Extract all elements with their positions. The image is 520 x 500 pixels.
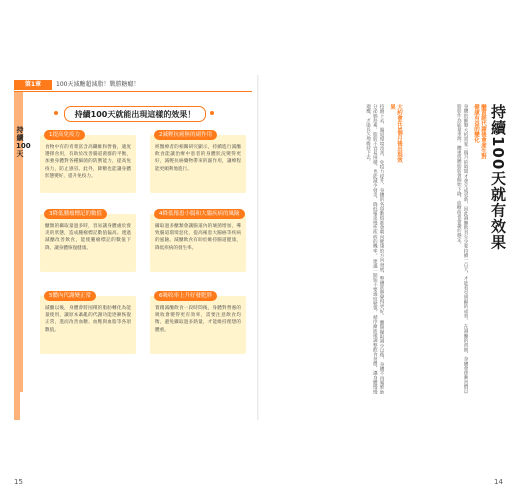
body-column-2 bbox=[278, 104, 384, 394]
subhead-1: 醣質經代謝後會產生對健康有益的變化 bbox=[473, 104, 486, 159]
body-paragraph: 持續下去，腸道環境改善、免疫力提升，身體的各項數值都會朝向健康的方向發展，整體狀態變得更好。 bbox=[379, 104, 384, 319]
effect-title: 2減輕抗癌無的副作用 bbox=[154, 130, 217, 140]
chapter-tab: 第1章 bbox=[14, 80, 52, 90]
header-rule bbox=[14, 91, 252, 92]
effect-card bbox=[150, 293, 246, 354]
body-paragraph: 建議一開始不要過度勉強，循序漸進地調整飲食習慣，讓身體慢慢適應，才能長久地維持下去。 bbox=[365, 104, 378, 394]
side-label: 持續100天 bbox=[16, 126, 31, 158]
effect-body: 食物中有的青菜富含高纖維和營養，適度選擇食用，有助於改善腸道菌群的平衡，加強身體對各種細菌的防禦能力，提高免疫力，防止感冒。此外，降糖也能讓身體狀態變好，提升免疫力。 bbox=[45, 145, 131, 179]
body-column-1 bbox=[400, 104, 468, 394]
effect-title: 1提高免疫力 bbox=[44, 130, 85, 140]
body-paragraph: 在減醣的初期，身體會逐漸習慣以脂肪作為能量來源，體重與體脂肪會開始下降，血糖值也會趨於穩定。 bbox=[456, 104, 468, 394]
effect-body: 攝取過多醣類會讓腸道內的壞菌增加，導致腸道環境惡化，提高罹患大腸癌等疾病的風險。減醣飲食有助於維持腸道健康，降低疾病的發生率。 bbox=[155, 224, 241, 251]
book-gutter bbox=[257, 75, 259, 420]
effect-card bbox=[40, 132, 136, 193]
page-number-left: 15 bbox=[14, 478, 23, 486]
effect-title: 5體內代謝變正常 bbox=[44, 291, 96, 301]
body-paragraph: 身體的細胞大約需要三個月的時間才會完成更新，因此減醣飲食至少要持續一百天，才能看見明顯的成效。 bbox=[463, 104, 468, 323]
effect-body: 實踐減醣飲食一段時間後，身體對營養的吸收會變得更有效率，需要注意飲食均衡，避免攝取過多熱量，才能維持理想的體重。 bbox=[155, 306, 241, 333]
effect-title: 3降低腫瘤標記的數值 bbox=[44, 209, 107, 219]
side-band-bottom bbox=[14, 392, 20, 420]
banner-dot-left bbox=[54, 111, 58, 115]
subhead-2: 大約會在3個月後出現效果 bbox=[389, 104, 402, 163]
effect-card bbox=[150, 211, 246, 272]
effects-banner: 持續100天就能出現這樣的效果！ bbox=[64, 106, 206, 122]
effect-card bbox=[40, 293, 136, 354]
page-title: 持續100天就有效果 bbox=[489, 104, 507, 251]
banner-dot-right bbox=[210, 111, 214, 115]
running-header: 100天減醣超減脂！戰勝糖癮！ bbox=[56, 81, 140, 88]
effect-title: 6吸收率上升好發肥胖 bbox=[154, 291, 217, 301]
body-paragraph: 醣類攝取減少以後，身體不再頻繁地分泌胰島素，脂肪不容易囤積，也能減少發炎，降低罹患慢性疾病的機率。 bbox=[372, 104, 384, 394]
page-number-right: 14 bbox=[494, 478, 503, 486]
effect-body: 減醣以後，身體會將囤積的脂肪轉化為能量使用，讓原本紊亂的代謝功能逐漸恢復正常，進而改善血糖、血壓與血脂等各項數值。 bbox=[45, 306, 131, 333]
effect-card bbox=[40, 211, 136, 272]
effect-body: 經醫療者的相關研究顯示，持續進行減醣飲食能讓治療中患者的身體狀況變得更好，減輕抗癌藥物帶來的副作用，讓療程能更順利地進行。 bbox=[155, 145, 241, 172]
effect-card bbox=[150, 132, 246, 193]
effect-title: 4降低罹患小腸和大腸疾病的風險 bbox=[154, 209, 245, 219]
effect-body: 醣類的攝取量過多時，容易讓身體處於發炎的狀態，造成腫瘤標記數值偏高。透過減醣改善飲食，能使腫瘤標記的數值下降，讓身體恢復健康。 bbox=[45, 224, 131, 251]
